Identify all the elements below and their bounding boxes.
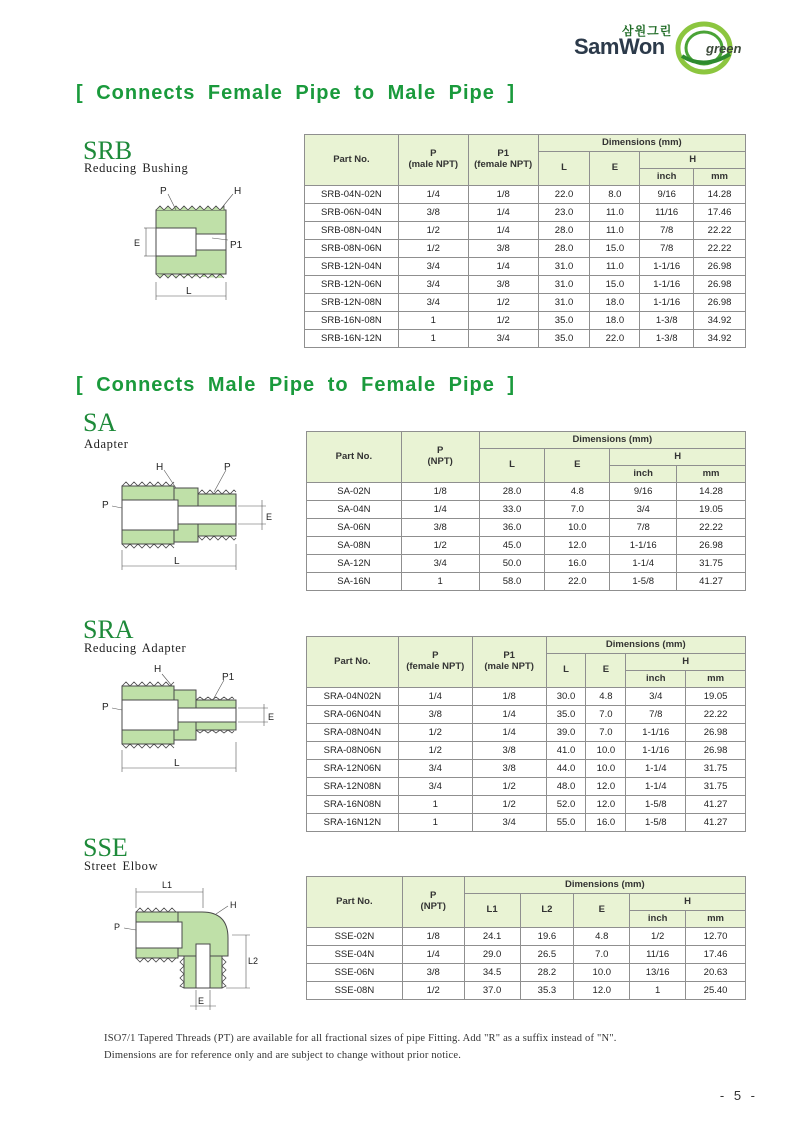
table-cell: 19.05 [686,688,746,706]
sa-th-e: E [545,449,610,483]
table-cell: 22.22 [686,706,746,724]
table-cell: 3/8 [472,742,546,760]
sa-label-l: L [174,556,180,567]
srb-th-p: P (male NPT) [398,135,468,186]
table-cell: SSE-04N [307,946,403,964]
table-cell: 1/4 [402,946,464,964]
table-row [307,724,746,742]
table-cell: 26.98 [686,742,746,760]
table-cell: 1 [398,796,472,814]
table-cell: 7.0 [574,946,630,964]
table-cell: 45.0 [479,537,545,555]
table-cell: 35.0 [538,312,590,330]
table-cell: 1/8 [402,928,464,946]
table-cell: 1-5/8 [610,573,677,591]
table-row [307,555,746,573]
table-cell: SRB-12N-08N [305,294,399,312]
table-row [305,276,746,294]
table-cell: 48.0 [546,778,586,796]
srb-th-e: E [590,152,640,186]
table-cell: 3/8 [468,276,538,294]
table-row [305,240,746,258]
sse-label-e: E [198,996,205,1006]
table-cell: 1-1/4 [626,778,686,796]
table-cell: 26.98 [677,537,746,555]
table-row [305,312,746,330]
sse-th-h: H [630,894,746,911]
sra-label-e: E [268,712,275,722]
table-cell: 29.0 [464,946,520,964]
table-cell: 1/2 [472,796,546,814]
logo-korean-text: 삼원그린 [622,24,673,38]
table-cell: 3/8 [472,760,546,778]
srb-label-p1: P1 [230,240,243,251]
sse-th-inch: inch [630,911,686,928]
table-cell: 8.0 [590,186,640,204]
table-cell: SRB-16N-08N [305,312,399,330]
table-cell: 1/4 [468,222,538,240]
table-cell: SA-06N [307,519,402,537]
table-cell: 1 [401,573,479,591]
sse-table [306,876,746,1000]
table-cell: 3/8 [398,706,472,724]
table-cell: 31.0 [538,294,590,312]
table-cell: SSE-06N [307,964,403,982]
table-cell: 1/2 [401,537,479,555]
table-cell: 52.0 [546,796,586,814]
sse-label-h: H [230,900,237,910]
sa-th-dimensions: Dimensions (mm) [479,432,745,449]
table-cell: 28.2 [520,964,574,982]
table-row [305,258,746,276]
sra-label-p: P [102,702,109,713]
table-cell: 41.0 [546,742,586,760]
table-cell: 1/2 [468,294,538,312]
table-cell: SSE-08N [307,982,403,1000]
sra-th-part: Part No. [307,637,399,688]
section-heading-male-to-female: [ Connects Male Pipe to Female Pipe ] [76,374,516,396]
table-cell: SRA-08N06N [307,742,399,760]
srb-th-dimensions: Dimensions (mm) [538,135,745,152]
table-row [307,688,746,706]
table-cell: 14.28 [694,186,746,204]
sse-th-e: E [574,894,630,928]
table-cell: 17.46 [694,204,746,222]
sse-drawing [110,878,270,1013]
srb-label-h: H [234,186,242,197]
srb-th-l: L [538,152,590,186]
sra-label-h: H [154,664,162,675]
table-cell: 26.98 [694,258,746,276]
table-cell: SRB-04N-02N [305,186,399,204]
table-cell: 10.0 [574,964,630,982]
table-cell: SRA-12N06N [307,760,399,778]
table-row [307,501,746,519]
table-cell: 28.0 [538,222,590,240]
table-cell: 7/8 [626,706,686,724]
sra-drawing [96,660,286,778]
table-cell: 22.0 [538,186,590,204]
table-cell: 1/2 [402,982,464,1000]
srb-drawing [108,182,268,307]
table-cell: 1 [398,814,472,832]
table-cell: SRB-08N-04N [305,222,399,240]
table-cell: 22.0 [590,330,640,348]
srb-th-mm: mm [694,169,746,186]
table-cell: 1-1/4 [610,555,677,573]
sa-th-l: L [479,449,545,483]
sa-table [306,431,746,591]
table-cell: 3/4 [398,276,468,294]
table-cell: 35.0 [546,706,586,724]
table-cell: 3/4 [398,294,468,312]
table-cell: 4.8 [586,688,626,706]
table-cell: 1/4 [398,186,468,204]
table-cell: 22.0 [545,573,610,591]
table-cell: SRA-16N08N [307,796,399,814]
table-row [305,222,746,240]
table-cell: 23.0 [538,204,590,222]
sse-label-l1: L1 [162,880,173,890]
table-row [305,294,746,312]
table-cell: 25.40 [686,982,746,1000]
table-cell: 26.98 [686,724,746,742]
sa-th-part: Part No. [307,432,402,483]
table-cell: 26.98 [694,294,746,312]
table-cell: 1-3/8 [640,330,694,348]
table-cell: 1 [398,312,468,330]
table-cell: 1-3/8 [640,312,694,330]
srb-code: SRB [83,136,133,165]
table-cell: 3/4 [401,555,479,573]
srb-th-part: Part No. [305,135,399,186]
samwon-green-logo [574,18,764,78]
table-cell: SRB-16N-12N [305,330,399,348]
table-row [307,964,746,982]
table-cell: 33.0 [479,501,545,519]
table-cell: 3/4 [398,760,472,778]
sra-th-p: P (female NPT) [398,637,472,688]
table-cell: 55.0 [546,814,586,832]
sa-th-mm: mm [677,466,746,483]
table-cell: 12.0 [545,537,610,555]
srb-label-l: L [186,286,192,297]
table-row [305,204,746,222]
table-cell: 12.0 [586,796,626,814]
table-cell: 16.0 [545,555,610,573]
table-row [307,537,746,555]
table-cell: 14.28 [677,483,746,501]
sa-th-h: H [610,449,746,466]
table-cell: SRA-12N08N [307,778,399,796]
table-cell: SRB-12N-04N [305,258,399,276]
srb-th-h: H [640,152,746,169]
sse-th-dimensions: Dimensions (mm) [464,877,745,894]
table-cell: 3/4 [398,778,472,796]
table-row [307,483,746,501]
table-cell: 11/16 [640,204,694,222]
table-cell: SA-04N [307,501,402,519]
sra-th-dimensions: Dimensions (mm) [546,637,745,654]
sra-code: SRA [83,615,134,644]
table-cell: 1/2 [468,312,538,330]
table-cell: 28.0 [538,240,590,258]
table-cell: 3/8 [402,964,464,982]
table-cell: 34.92 [694,312,746,330]
table-cell: 22.22 [694,222,746,240]
table-row [307,982,746,1000]
table-cell: 1/2 [398,240,468,258]
srb-name: Reducing Bushing [84,161,189,175]
table-cell: 50.0 [479,555,545,573]
srb-label-p: P [160,186,167,197]
table-cell: 12.0 [574,982,630,1000]
table-cell: 3/4 [472,814,546,832]
sra-name: Reducing Adapter [84,641,187,655]
table-cell: SRB-12N-06N [305,276,399,294]
table-cell: 1/2 [398,724,472,742]
table-row [307,778,746,796]
table-cell: 11.0 [590,204,640,222]
table-cell: 58.0 [479,573,545,591]
sse-th-mm: mm [686,911,746,928]
table-cell: SRA-08N04N [307,724,399,742]
sa-label-p-top: P [224,462,231,473]
table-cell: 1-1/16 [640,258,694,276]
table-cell: 10.0 [545,519,610,537]
table-cell: 1/8 [472,688,546,706]
sra-table [306,636,746,832]
table-cell: 1/2 [472,778,546,796]
table-row [305,330,746,348]
table-cell: 44.0 [546,760,586,778]
table-row [307,706,746,724]
table-cell: 3/8 [468,240,538,258]
table-cell: 1/8 [401,483,479,501]
table-cell: 1/2 [398,742,472,760]
table-cell: 22.22 [677,519,746,537]
table-cell: 15.0 [590,240,640,258]
footer-note-line2: Dimensions are for reference only and are subject to change without prior notice. [104,1050,462,1061]
table-cell: 1/8 [468,186,538,204]
table-cell: 37.0 [464,982,520,1000]
sse-code: SSE [83,833,128,862]
table-cell: 1-1/16 [610,537,677,555]
srb-th-p1: P1 (female NPT) [468,135,538,186]
table-cell: 11/16 [630,946,686,964]
table-cell: 1-5/8 [626,814,686,832]
sra-label-l: L [174,758,180,769]
section-heading-female-to-male: [ Connects Female Pipe to Male Pipe ] [76,82,516,104]
table-row [307,946,746,964]
table-cell: 4.8 [545,483,610,501]
table-cell: 31.75 [686,760,746,778]
page-number: - 5 - [719,1088,758,1103]
sra-th-e: E [586,654,626,688]
table-cell: 31.75 [677,555,746,573]
table-cell: 31.75 [686,778,746,796]
sa-label-e: E [266,512,273,522]
table-cell: 36.0 [479,519,545,537]
table-cell: 22.22 [694,240,746,258]
sse-th-l2: L2 [520,894,574,928]
table-cell: 1-5/8 [626,796,686,814]
table-cell: 12.70 [686,928,746,946]
table-cell: 3/4 [398,258,468,276]
sa-label-h: H [156,462,164,473]
sa-th-p: P (NPT) [401,432,479,483]
sra-th-mm: mm [686,671,746,688]
table-row [307,796,746,814]
sra-th-h: H [626,654,746,671]
sra-th-l: L [546,654,586,688]
table-cell: 7/8 [610,519,677,537]
table-cell: 19.6 [520,928,574,946]
table-cell: SRA-16N12N [307,814,399,832]
table-cell: 1-1/16 [626,724,686,742]
table-cell: 1-1/4 [626,760,686,778]
footer-note [104,1030,617,1064]
table-cell: 41.27 [677,573,746,591]
table-cell: 11.0 [590,258,640,276]
table-cell: SSE-02N [307,928,403,946]
table-cell: 26.98 [694,276,746,294]
table-cell: 26.5 [520,946,574,964]
table-cell: 1/4 [401,501,479,519]
sa-th-inch: inch [610,466,677,483]
table-cell: 1/4 [468,204,538,222]
table-cell: 1/4 [472,724,546,742]
table-cell: 9/16 [610,483,677,501]
table-cell: 35.3 [520,982,574,1000]
table-cell: SA-08N [307,537,402,555]
table-cell: 7/8 [640,240,694,258]
table-cell: 24.1 [464,928,520,946]
table-cell: SA-02N [307,483,402,501]
table-cell: 30.0 [546,688,586,706]
srb-label-e: E [134,238,141,248]
sse-label-p: P [114,922,121,932]
table-cell: 7/8 [640,222,694,240]
table-row [307,519,746,537]
table-cell: 31.0 [538,276,590,294]
table-cell: 7.0 [586,706,626,724]
table-cell: SRB-08N-06N [305,240,399,258]
table-cell: 1/4 [468,258,538,276]
table-cell: 17.46 [686,946,746,964]
table-cell: SRB-06N-04N [305,204,399,222]
table-cell: 12.0 [586,778,626,796]
table-row [307,760,746,778]
table-cell: 7.0 [586,724,626,742]
sse-th-part: Part No. [307,877,403,928]
table-cell: 3/8 [401,519,479,537]
logo-suffix: green [706,41,742,56]
table-cell: 10.0 [586,742,626,760]
sa-label-p-left: P [102,500,109,511]
table-cell: 1/4 [398,688,472,706]
table-cell: 16.0 [586,814,626,832]
table-cell: SA-16N [307,573,402,591]
sse-name: Street Elbow [84,859,159,873]
table-cell: 3/4 [610,501,677,519]
table-cell: 3/4 [626,688,686,706]
table-cell: 1-1/16 [626,742,686,760]
table-cell: 3/4 [468,330,538,348]
srb-th-inch: inch [640,169,694,186]
table-cell: 35.0 [538,330,590,348]
table-cell: 39.0 [546,724,586,742]
table-cell: 18.0 [590,312,640,330]
table-row [307,573,746,591]
table-cell: 1-1/16 [640,294,694,312]
table-cell: 10.0 [586,760,626,778]
table-cell: 34.5 [464,964,520,982]
table-row [307,742,746,760]
table-cell: 9/16 [640,186,694,204]
sse-label-l2: L2 [248,956,259,966]
sra-th-inch: inch [626,671,686,688]
table-cell: 20.63 [686,964,746,982]
table-cell: 13/16 [630,964,686,982]
logo-brand: SamWon [574,34,665,59]
table-cell: SA-12N [307,555,402,573]
table-cell: 1 [630,982,686,1000]
sra-th-p1: P1 (male NPT) [472,637,546,688]
table-row [305,186,746,204]
srb-table [304,134,746,348]
sse-th-l1: L1 [464,894,520,928]
sa-drawing [96,458,286,578]
sa-name: Adapter [84,437,129,451]
table-row [307,814,746,832]
table-cell: 28.0 [479,483,545,501]
table-cell: SRA-04N02N [307,688,399,706]
table-cell: 18.0 [590,294,640,312]
table-cell: 1-1/16 [640,276,694,294]
table-cell: 11.0 [590,222,640,240]
table-cell: 1/2 [630,928,686,946]
table-cell: 1 [398,330,468,348]
sse-th-p: P (NPT) [402,877,464,928]
table-cell: 15.0 [590,276,640,294]
table-cell: 19.05 [677,501,746,519]
sa-code: SA [83,408,117,437]
table-cell: 41.27 [686,796,746,814]
table-cell: 3/8 [398,204,468,222]
table-cell: SRA-06N04N [307,706,399,724]
table-cell: 34.92 [694,330,746,348]
footer-note-line1: ISO7/1 Tapered Threads (PT) are available for all fractional sizes of pipe Fitting. Add "R" as a suffix instead of "N". [104,1033,617,1044]
table-cell: 41.27 [686,814,746,832]
table-cell: 31.0 [538,258,590,276]
table-cell: 7.0 [545,501,610,519]
table-row [307,928,746,946]
table-cell: 1/2 [398,222,468,240]
table-cell: 1/4 [472,706,546,724]
table-cell: 4.8 [574,928,630,946]
sra-label-p1: P1 [222,672,235,683]
